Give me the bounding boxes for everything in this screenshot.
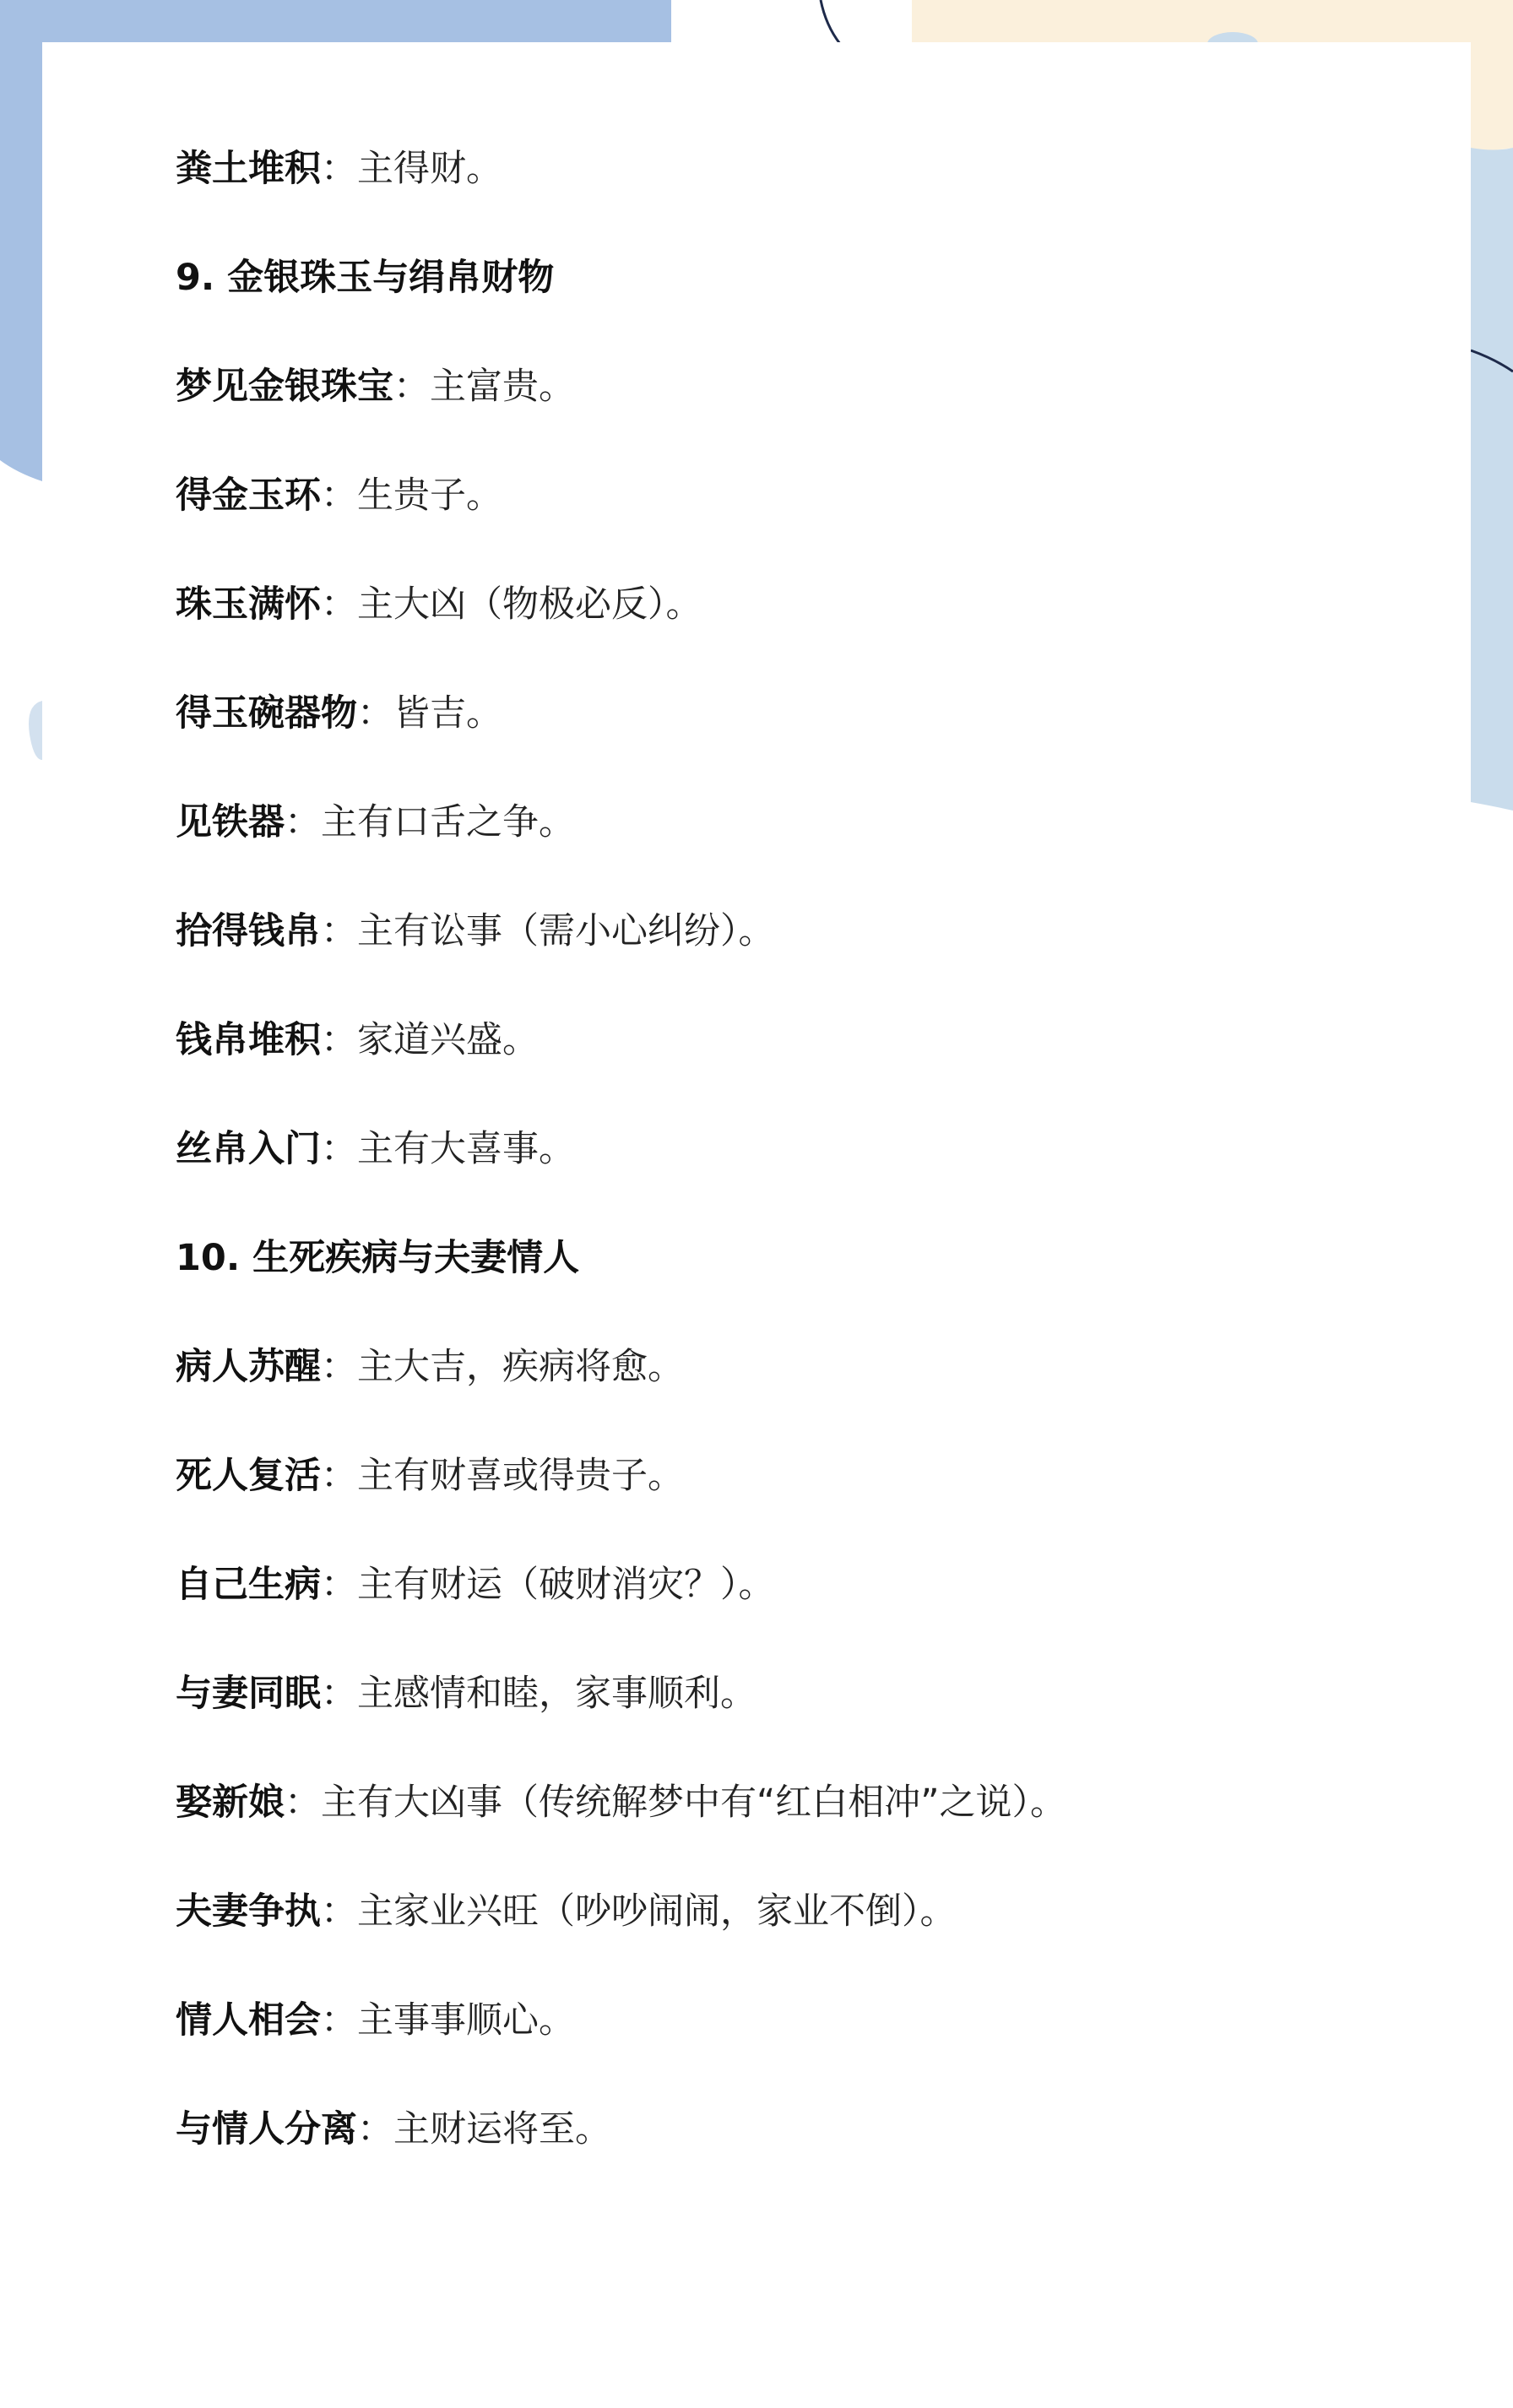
separator: ：	[321, 1346, 357, 1388]
dream-term: 得玉碗器物	[176, 692, 357, 735]
section-heading	[176, 247, 1442, 356]
separator: ：	[357, 2108, 393, 2150]
separator: ：	[321, 148, 357, 190]
dream-meaning: 主有大凶事（传统解梦中有“红白相冲”之说）。	[321, 1782, 1067, 1824]
dream-entry	[176, 574, 1442, 683]
dream-entry	[176, 1445, 1442, 1554]
separator: ：	[357, 692, 393, 735]
separator: ：	[285, 1782, 321, 1824]
dream-entry	[176, 1990, 1442, 2099]
dream-meaning: 主事事顺心。	[357, 1999, 575, 2042]
dream-term: 珠玉满怀	[176, 583, 321, 626]
dream-entry	[176, 901, 1442, 1010]
dream-meaning: 主有大喜事。	[357, 1128, 575, 1170]
separator: ：	[321, 1673, 357, 1715]
separator: ：	[321, 583, 357, 626]
dream-meaning: 主感情和睦，家事顺利。	[357, 1673, 756, 1715]
dream-entry	[176, 683, 1442, 792]
dream-entry	[176, 356, 1442, 465]
separator: ：	[321, 1128, 357, 1170]
dream-entry	[176, 1663, 1442, 1772]
dream-entry	[176, 1881, 1442, 1990]
separator: ：	[321, 475, 357, 517]
right-blue-shape	[1471, 148, 1513, 811]
dream-term: 自己生病	[176, 1564, 321, 1606]
dream-meaning: 主大吉，疾病将愈。	[357, 1346, 684, 1388]
separator: ：	[321, 1019, 357, 1061]
dream-meaning: 主有讼事（需小心纠纷）。	[357, 910, 775, 952]
dream-term: 与妻同眠	[176, 1673, 321, 1715]
dream-meaning: 主有财喜或得贵子。	[357, 1455, 684, 1497]
dream-term: 见铁器	[176, 801, 285, 843]
dream-meaning: 主有口舌之争。	[321, 801, 575, 843]
dream-meaning: 主大凶（物极必反）。	[357, 583, 702, 626]
dream-entry	[176, 465, 1442, 574]
section-heading	[176, 1228, 1442, 1337]
separator: ：	[321, 1890, 357, 1933]
dream-term: 梦见金银珠宝	[176, 366, 393, 408]
dream-entry	[176, 1010, 1442, 1119]
separator: ：	[285, 801, 321, 843]
dream-entry	[176, 2099, 1442, 2208]
dream-meaning: 主财运将至。	[393, 2108, 611, 2150]
separator: ：	[321, 1999, 357, 2042]
dream-entry	[176, 1554, 1442, 1663]
dream-term: 夫妻争执	[176, 1890, 321, 1933]
dream-entry	[176, 1337, 1442, 1445]
dream-term: 粪土堆积	[176, 148, 321, 190]
dream-term: 病人苏醒	[176, 1346, 321, 1388]
separator: ：	[321, 1564, 357, 1606]
dream-entry	[176, 138, 1442, 247]
dream-entry	[176, 792, 1442, 901]
dream-meaning: 主有财运（破财消灾？）。	[357, 1564, 775, 1606]
dream-term: 死人复活	[176, 1455, 321, 1497]
dream-meaning: 生贵子。	[357, 475, 502, 517]
separator: ：	[321, 910, 357, 952]
dream-meaning: 皆吉。	[393, 692, 502, 735]
dream-meaning: 主得财。	[357, 148, 502, 190]
dream-term: 丝帛入门	[176, 1128, 321, 1170]
section-heading-text: 10. 生死疾病与夫妻情人	[176, 1237, 580, 1279]
dream-entry	[176, 1119, 1442, 1228]
dream-meaning: 家道兴盛。	[357, 1019, 539, 1061]
left-small-blob	[29, 701, 42, 760]
dream-entry	[176, 1772, 1442, 1881]
section-heading-text: 9. 金银珠玉与绢帛财物	[176, 257, 555, 299]
dream-meaning: 主富贵。	[430, 366, 575, 408]
top-curve-line	[821, 0, 840, 44]
dream-term: 与情人分离	[176, 2108, 357, 2150]
dream-term: 得金玉环	[176, 475, 321, 517]
separator: ：	[321, 1455, 357, 1497]
dream-term: 钱帛堆积	[176, 1019, 321, 1061]
dream-entries-list	[176, 138, 1442, 2208]
dream-term: 娶新娘	[176, 1782, 285, 1824]
dream-meaning: 主家业兴旺（吵吵闹闹，家业不倒）。	[357, 1890, 957, 1933]
separator: ：	[393, 366, 430, 408]
dream-term: 情人相会	[176, 1999, 321, 2042]
dream-term: 拾得钱帛	[176, 910, 321, 952]
